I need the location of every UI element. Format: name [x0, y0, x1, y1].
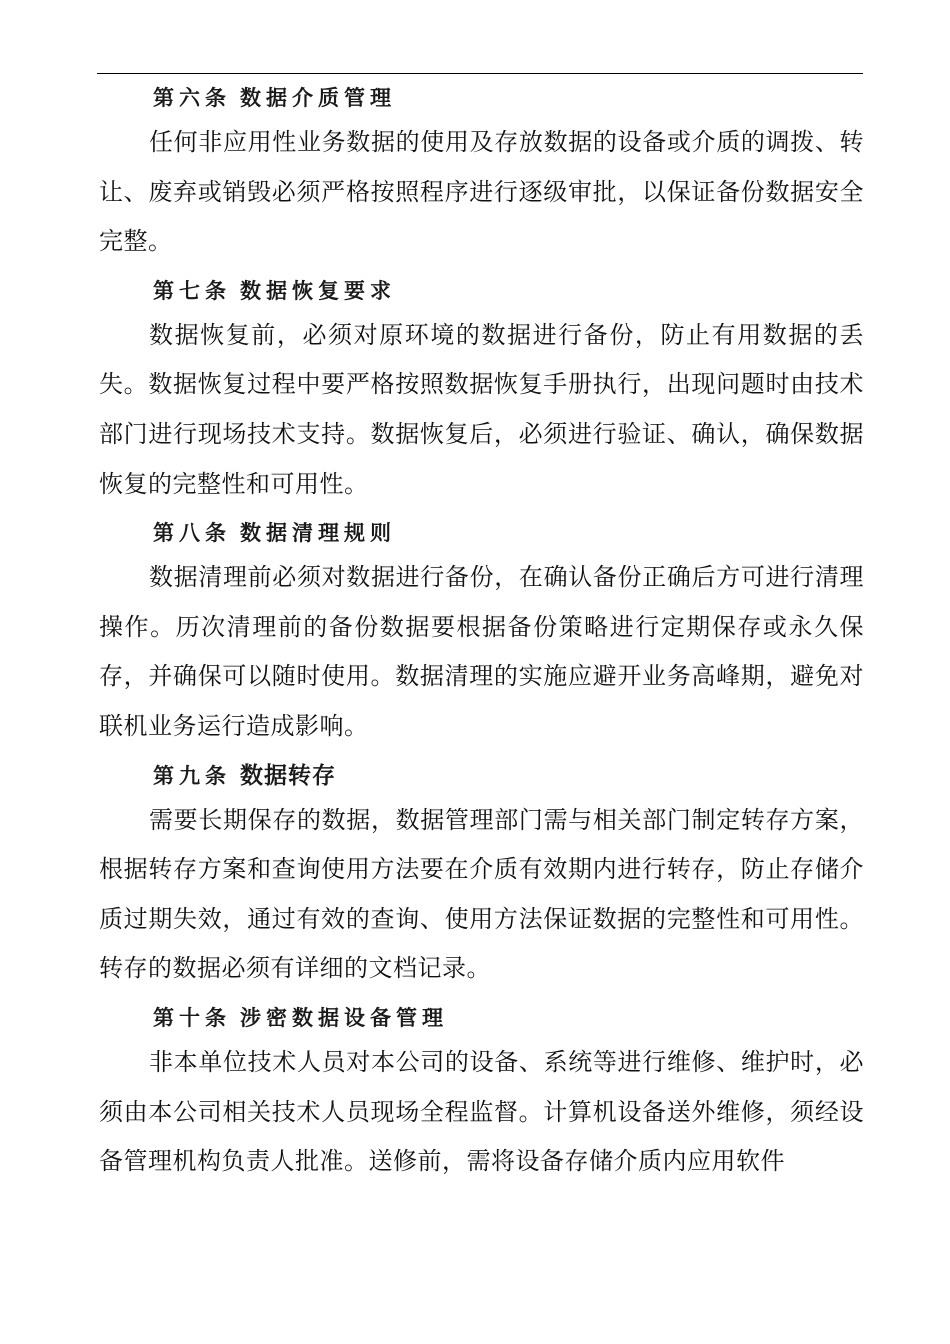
article-number: 第六条: [153, 85, 231, 110]
article-7: [99, 271, 864, 509]
article-title: 数据介质管理: [240, 85, 396, 110]
article-9: [99, 756, 864, 994]
article-paragraph: 任何非应用性业务数据的使用及存放数据的设备或介质的调拨、转让、废弃或销毁必须严格按照程序进行逐级审批，以保证备份数据安全完整。: [99, 128, 864, 256]
article-number: 第八条: [153, 520, 231, 546]
article-number: 第九条: [153, 762, 231, 788]
article-title: 涉密数据设备管理: [240, 1004, 448, 1030]
article-heading: [99, 756, 864, 796]
article-paragraph: 非本单位技术人员对本公司的设备、系统等进行维修、维护时，必须由本公司相关技术人员现场全程监督。计算机设备送外维修，须经设备管理机构负责人批准。送修前，需将设备存储介质内应用软件: [99, 1047, 864, 1176]
article-heading: [99, 513, 864, 553]
article-10: [99, 998, 864, 1187]
article-number: 第十条: [153, 1004, 231, 1030]
article-number: 第七条: [153, 277, 231, 303]
article-title: 数据恢复要求: [240, 277, 396, 303]
article-title: 数据转存: [240, 762, 336, 789]
header-rule: [97, 73, 863, 74]
document-body: [99, 78, 864, 1191]
article-8: [99, 513, 864, 751]
article-paragraph: 数据清理前必须对数据进行备份，在确认备份正确后方可进行清理操作。历次清理前的备份数据要根据备份策略进行定期保存或永久保存，并确保可以随时使用。数据清理的实施应避开业务高峰期，避免对联机业务运行造成影响。: [99, 563, 864, 740]
article-title: 数据清理规则: [240, 520, 396, 546]
article-paragraph: 数据恢复前，必须对原环境的数据进行备份，防止有用数据的丢失。数据恢复过程中要严格按照数据恢复手册执行，出现问题时由技术部门进行现场技术支持。数据恢复后，必须进行验证、确认，确保数据恢复的完整性和可用性。: [99, 320, 864, 498]
article-6: [99, 78, 864, 267]
article-heading: [99, 78, 864, 118]
article-paragraph: 需要长期保存的数据，数据管理部门需与相关部门制定转存方案，根据转存方案和查询使用方法要在介质有效期内进行转存，防止存储介质过期失效，通过有效的查询、使用方法保证数据的完整性和可用性。转存的数据必须有详细的文档记录。: [99, 805, 864, 983]
article-heading: [99, 271, 864, 311]
article-heading: [99, 998, 864, 1038]
